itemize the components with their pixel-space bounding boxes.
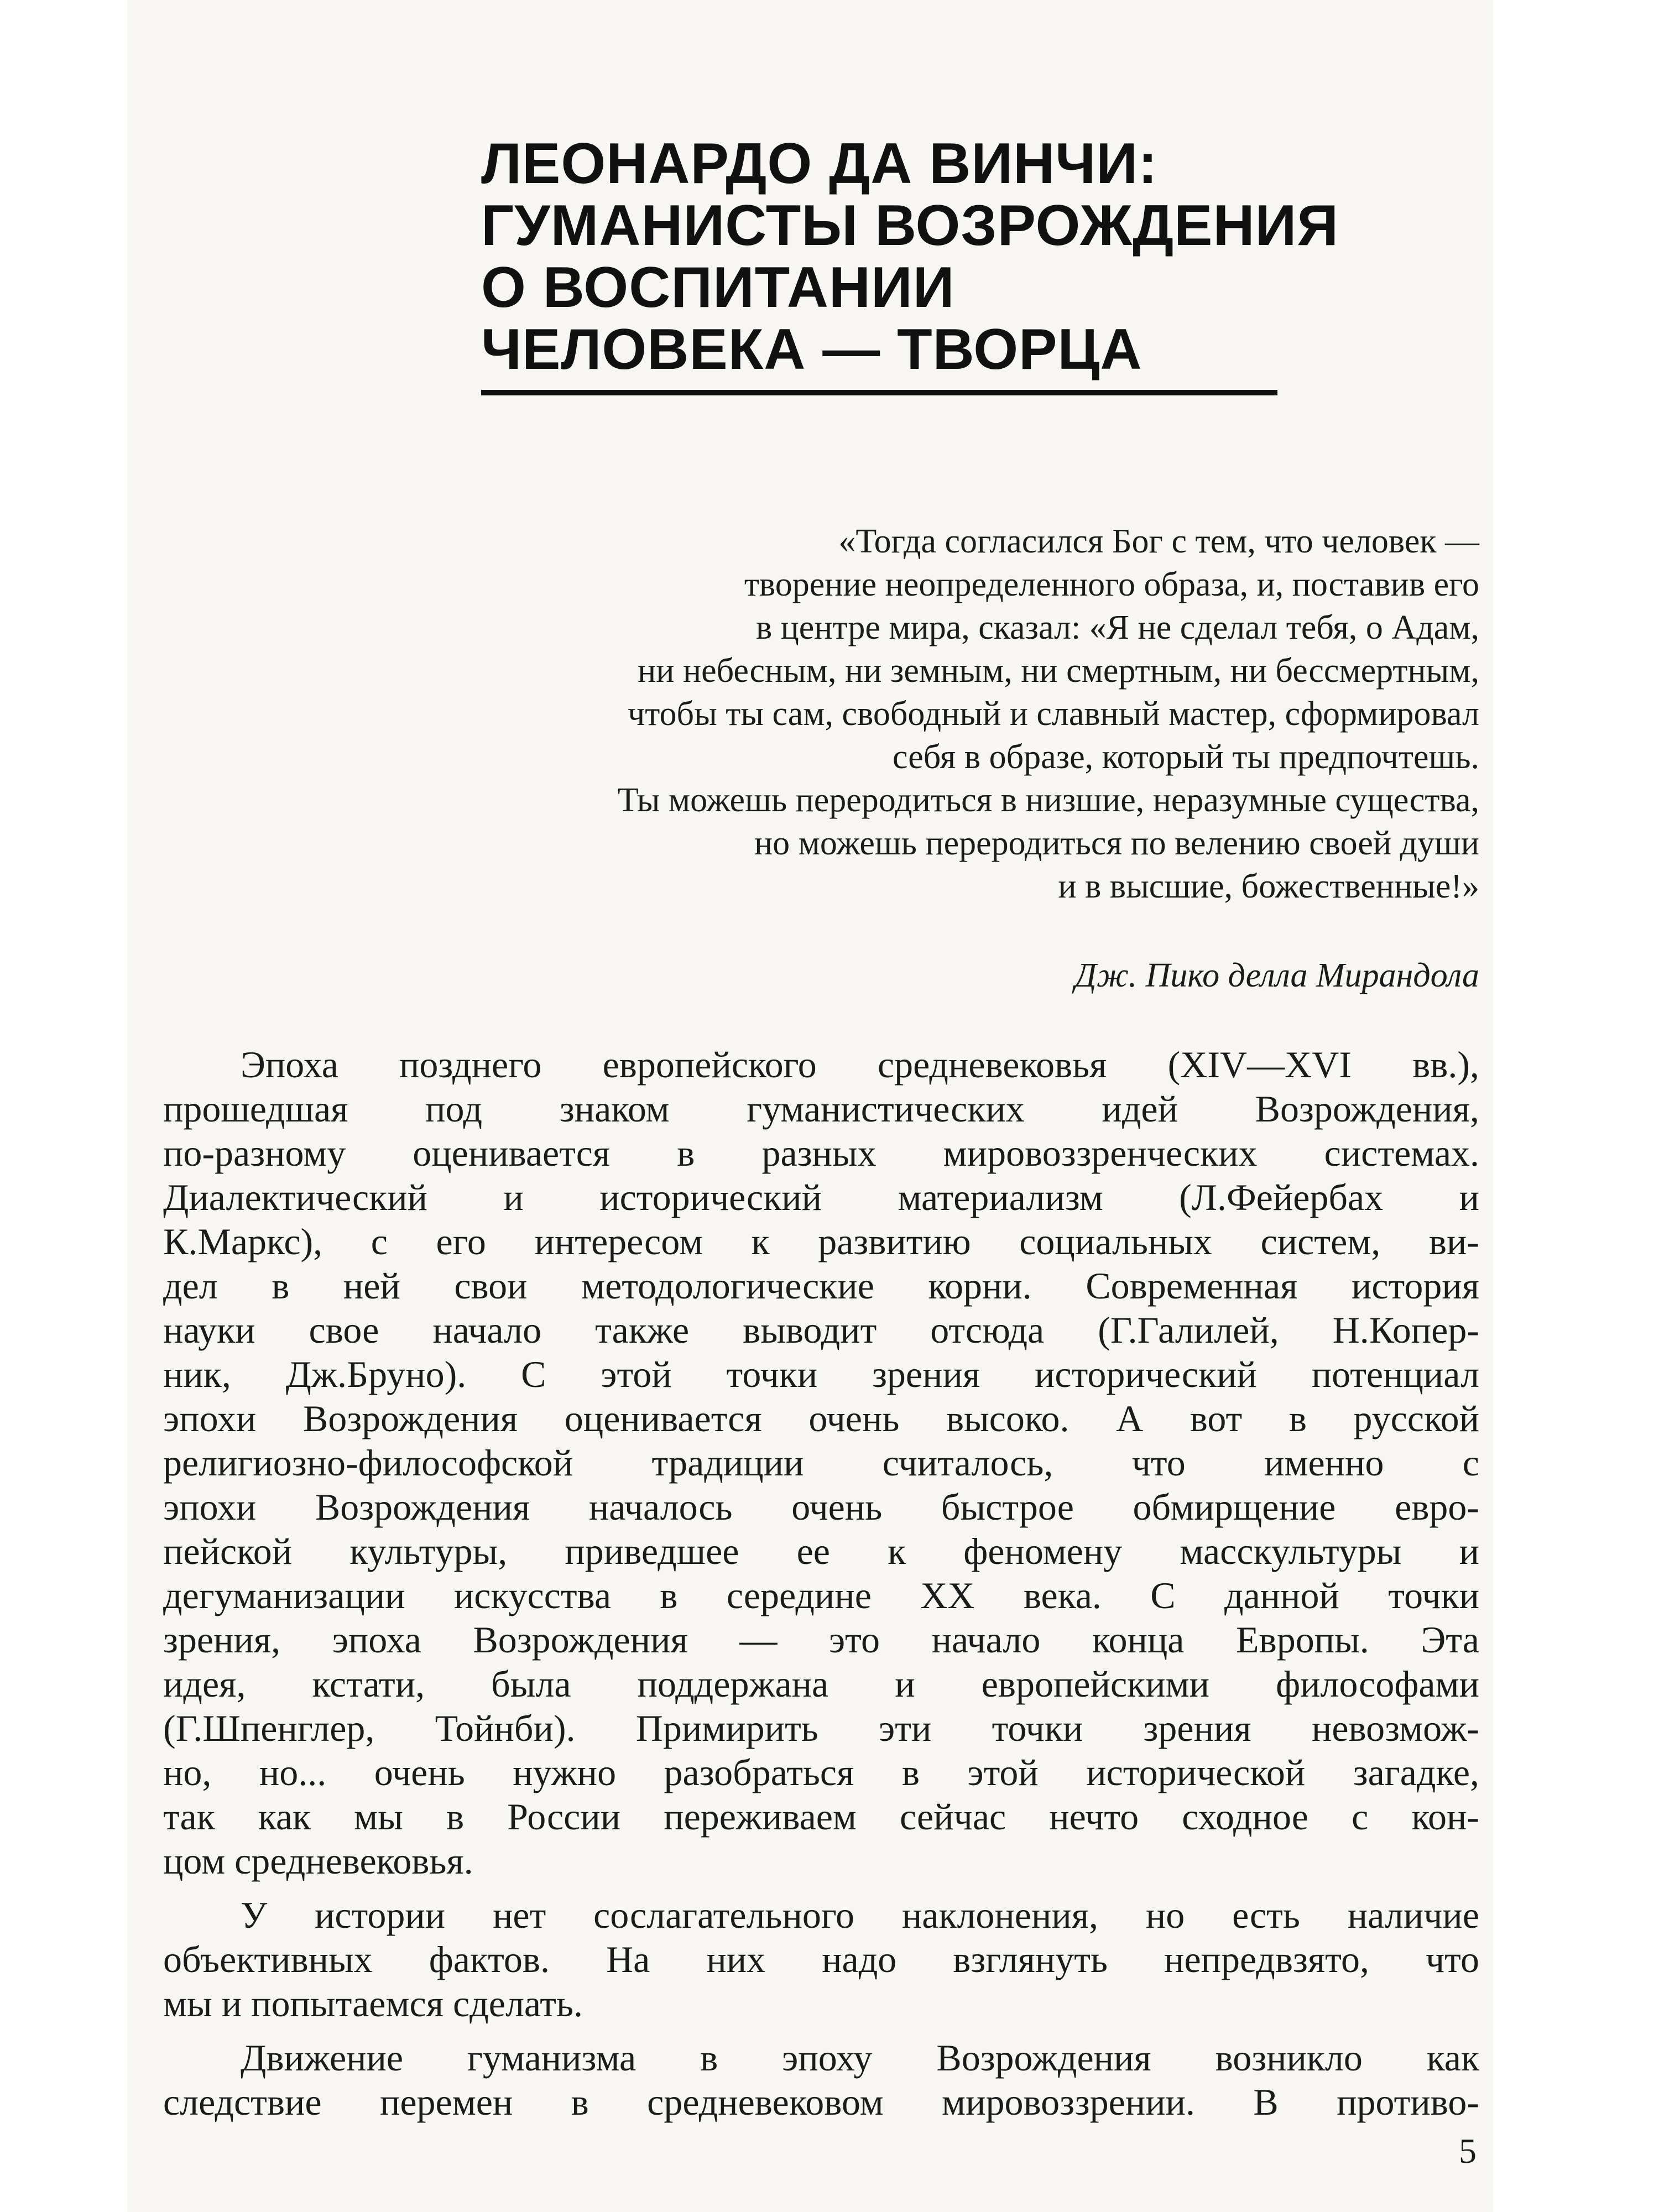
text-line: Эпоха позднего европейского средневековья (XIV—XVI вв.),	[241, 1044, 1479, 1086]
epigraph-line: «Тогда согласился Бог с тем, что человек —	[838, 523, 1479, 560]
chapter-title-line: ЛЕОНАРДО ДА ВИНЧИ:	[481, 132, 1158, 196]
epigraph	[429, 520, 1479, 908]
text-line: ник, Дж.Бруно). С этой точки зрения исторический потенциал	[163, 1353, 1479, 1395]
epigraph-line: в центре мира, сказал: «Я не сделал тебя, о Адам,	[755, 609, 1479, 646]
chapter-title-line: ЧЕЛОВЕКА — ТВОРЦА	[481, 317, 1142, 382]
chapter-title	[481, 132, 1339, 382]
body-text	[163, 1042, 1479, 2134]
text-line: так как мы в России переживаем сейчас нечто сходное с кон-	[163, 1796, 1479, 1838]
text-line: дегуманизации искусства в середине XX века. С данной точки	[163, 1574, 1479, 1616]
text-line: но, но... очень нужно разобраться в этой исторической загадке,	[163, 1751, 1479, 1793]
paragraph	[163, 2036, 1479, 2124]
chapter-title-line: О ВОСПИТАНИИ	[481, 255, 955, 320]
epigraph-line: но можешь переродиться по велению своей души	[754, 825, 1479, 862]
text-line: К.Маркс), с его интересом к развитию социальных систем, ви-	[163, 1220, 1479, 1262]
text-line: религиозно-философской традиции считалось, что именно с	[163, 1442, 1479, 1484]
epigraph-author: Дж. Пико делла Мирандола	[1074, 957, 1479, 994]
page-margin-right	[1493, 0, 1659, 2212]
text-line: идея, кстати, была поддержана и европейскими философами	[163, 1663, 1479, 1705]
text-line: эпохи Возрождения оценивается очень высоко. А вот в русской	[163, 1397, 1479, 1439]
text-line: эпохи Возрождения началось очень быстрое обмирщение евро-	[163, 1486, 1479, 1528]
page-number: 5	[1459, 2131, 1477, 2171]
text-line: дел в ней свои методологические корни. Современная история	[163, 1265, 1479, 1307]
epigraph-line: и в высшие, божественные!»	[1058, 868, 1479, 905]
epigraph-line: Ты можешь переродиться в низшие, неразумные существа,	[617, 781, 1479, 819]
text-line: цом средневековья.	[163, 1840, 473, 1882]
chapter-title-line: ГУМАНИСТЫ ВОЗРОЖДЕНИЯ	[481, 194, 1339, 258]
text-line: прошедшая под знаком гуманистических идей Возрождения,	[163, 1088, 1479, 1130]
text-line: У истории нет сослагательного наклонения, но есть наличие	[241, 1894, 1479, 1936]
text-line: пейской культуры, приведшее ее к феномену масскультуры и	[163, 1530, 1479, 1572]
text-line: следствие перемен в средневековом мировоззрении. В противо-	[163, 2081, 1479, 2123]
page-margin-left	[0, 0, 127, 2212]
text-line: объективных фактов. На них надо взглянуть непредвзято, что	[163, 1938, 1479, 1980]
text-line: по-разному оценивается в разных мировоззренческих системах.	[163, 1132, 1479, 1174]
paragraph	[163, 1042, 1479, 1883]
epigraph-line: творение неопределенного образа, и, поставив его	[744, 566, 1479, 603]
epigraph-line: ни небесным, ни земным, ни смертным, ни бессмертным,	[638, 652, 1479, 690]
text-line: зрения, эпоха Возрождения — это начало конца Европы. Эта	[163, 1619, 1479, 1661]
title-underline	[481, 390, 1277, 395]
text-line: Движение гуманизма в эпоху Возрождения возникло как	[241, 2037, 1479, 2079]
text-line: науки свое начало также выводит отсюда (Г.Галилей, Н.Копер-	[163, 1309, 1479, 1351]
text-line: (Г.Шпенглер, Тойнби). Примирить эти точки зрения невозмож-	[163, 1707, 1479, 1749]
paragraph	[163, 1893, 1479, 2026]
text-line: мы и попытаемся сделать.	[163, 1983, 583, 2025]
text-line: Диалектический и исторический материализм (Л.Фейербах и	[163, 1176, 1479, 1218]
epigraph-line: себя в образе, который ты предпочтешь.	[893, 738, 1479, 776]
epigraph-line: чтобы ты сам, свободный и славный мастер, сформировал	[628, 695, 1479, 733]
